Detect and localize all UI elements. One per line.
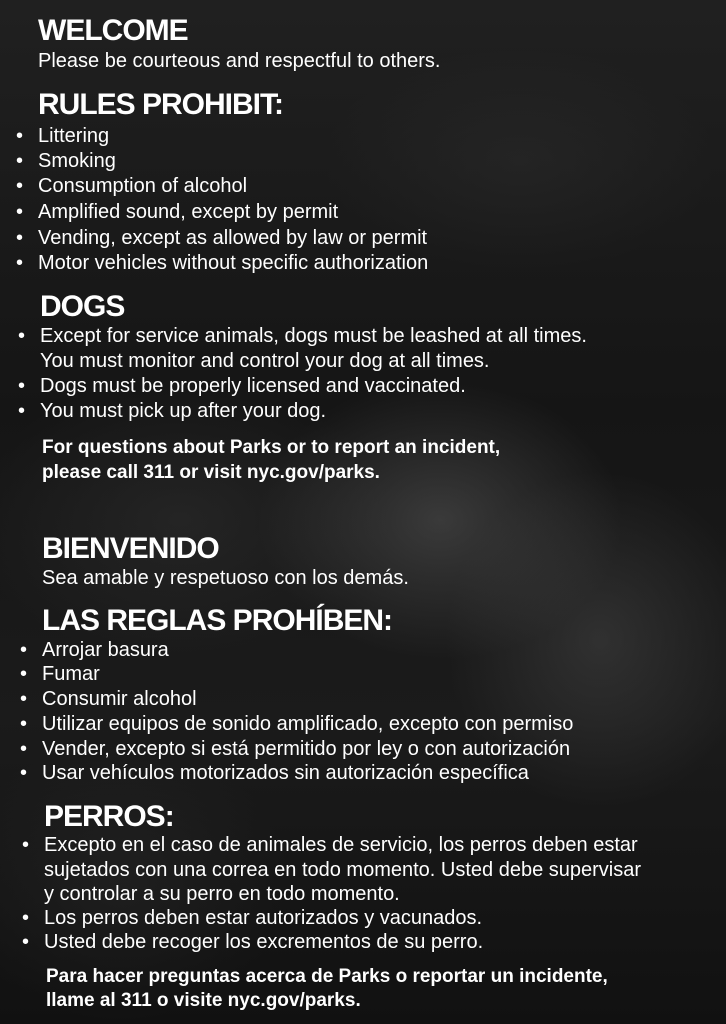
regla-item: Consumir alcohol bbox=[42, 688, 197, 710]
welcome-heading: WELCOME bbox=[38, 14, 188, 47]
dogs-bullet: • bbox=[18, 400, 26, 422]
rule-bullet: • bbox=[16, 175, 24, 197]
dogs-heading: DOGS bbox=[40, 290, 125, 323]
perros-bullet: • bbox=[22, 834, 30, 856]
perros-bullet: • bbox=[22, 931, 30, 953]
rule-bullet: • bbox=[16, 227, 24, 249]
perros-item: Usted debe recoger los excrementos de su perro. bbox=[44, 931, 484, 953]
welcome-text: Please be courteous and respectful to others. bbox=[38, 50, 441, 72]
dogs-item: You must pick up after your dog. bbox=[40, 400, 327, 422]
dogs-bullet: • bbox=[18, 375, 26, 397]
regla-bullet: • bbox=[20, 713, 28, 735]
regla-bullet: • bbox=[20, 738, 28, 760]
rule-item: Vending, except as allowed by law or permit bbox=[38, 227, 428, 249]
rule-item: Littering bbox=[38, 125, 110, 147]
reglas-heading: LAS REGLAS PROHÍBEN: bbox=[42, 604, 393, 637]
regla-bullet: • bbox=[20, 688, 28, 710]
regla-bullet: • bbox=[20, 639, 28, 661]
contacto-text-continued: llame al 311 o visite nyc.gov/parks. bbox=[46, 990, 361, 1011]
dogs-item-continued: You must monitor and control your dog at all times. bbox=[40, 350, 490, 372]
perros-item-continued: y controlar a su perro en todo momento. bbox=[44, 883, 400, 905]
bienvenido-heading: BIENVENIDO bbox=[42, 532, 219, 565]
contact-text: For questions about Parks or to report an incident, bbox=[42, 437, 501, 458]
regla-item: Usar vehículos motorizados sin autorización específica bbox=[42, 762, 529, 784]
rule-item: Consumption of alcohol bbox=[38, 175, 248, 197]
perros-item: Excepto en el caso de animales de servicio, los perros deben estar bbox=[44, 834, 638, 856]
bienvenido-text: Sea amable y respetuoso con los demás. bbox=[42, 567, 409, 589]
regla-item: Arrojar basura bbox=[42, 639, 169, 661]
regla-bullet: • bbox=[20, 663, 28, 685]
regla-item: Utilizar equipos de sonido amplificado, excepto con permiso bbox=[42, 713, 574, 735]
rule-item: Smoking bbox=[38, 150, 116, 172]
rule-item: Amplified sound, except by permit bbox=[38, 201, 339, 223]
dogs-item: Except for service animals, dogs must be leashed at all times. bbox=[40, 325, 587, 347]
rule-bullet: • bbox=[16, 150, 24, 172]
contacto-text: Para hacer preguntas acerca de Parks o reportar un incidente, bbox=[46, 966, 608, 987]
rule-bullet: • bbox=[16, 201, 24, 223]
rules-heading: RULES PROHIBIT: bbox=[38, 88, 284, 121]
dogs-item: Dogs must be properly licensed and vaccinated. bbox=[40, 375, 466, 397]
contact-text-continued: please call 311 or visit nyc.gov/parks. bbox=[42, 462, 380, 483]
dogs-bullet: • bbox=[18, 325, 26, 347]
perros-bullet: • bbox=[22, 907, 30, 929]
rule-bullet: • bbox=[16, 125, 24, 147]
rule-bullet: • bbox=[16, 252, 24, 274]
regla-bullet: • bbox=[20, 762, 28, 784]
regla-item: Fumar bbox=[42, 663, 100, 685]
perros-heading: PERROS: bbox=[44, 800, 174, 833]
regla-item: Vender, excepto si está permitido por ley o con autorización bbox=[42, 738, 571, 760]
rule-item: Motor vehicles without specific authorization bbox=[38, 252, 429, 274]
perros-item: Los perros deben estar autorizados y vacunados. bbox=[44, 907, 483, 929]
perros-item-continued: sujetados con una correa en todo momento. Usted debe supervisar bbox=[44, 859, 642, 881]
